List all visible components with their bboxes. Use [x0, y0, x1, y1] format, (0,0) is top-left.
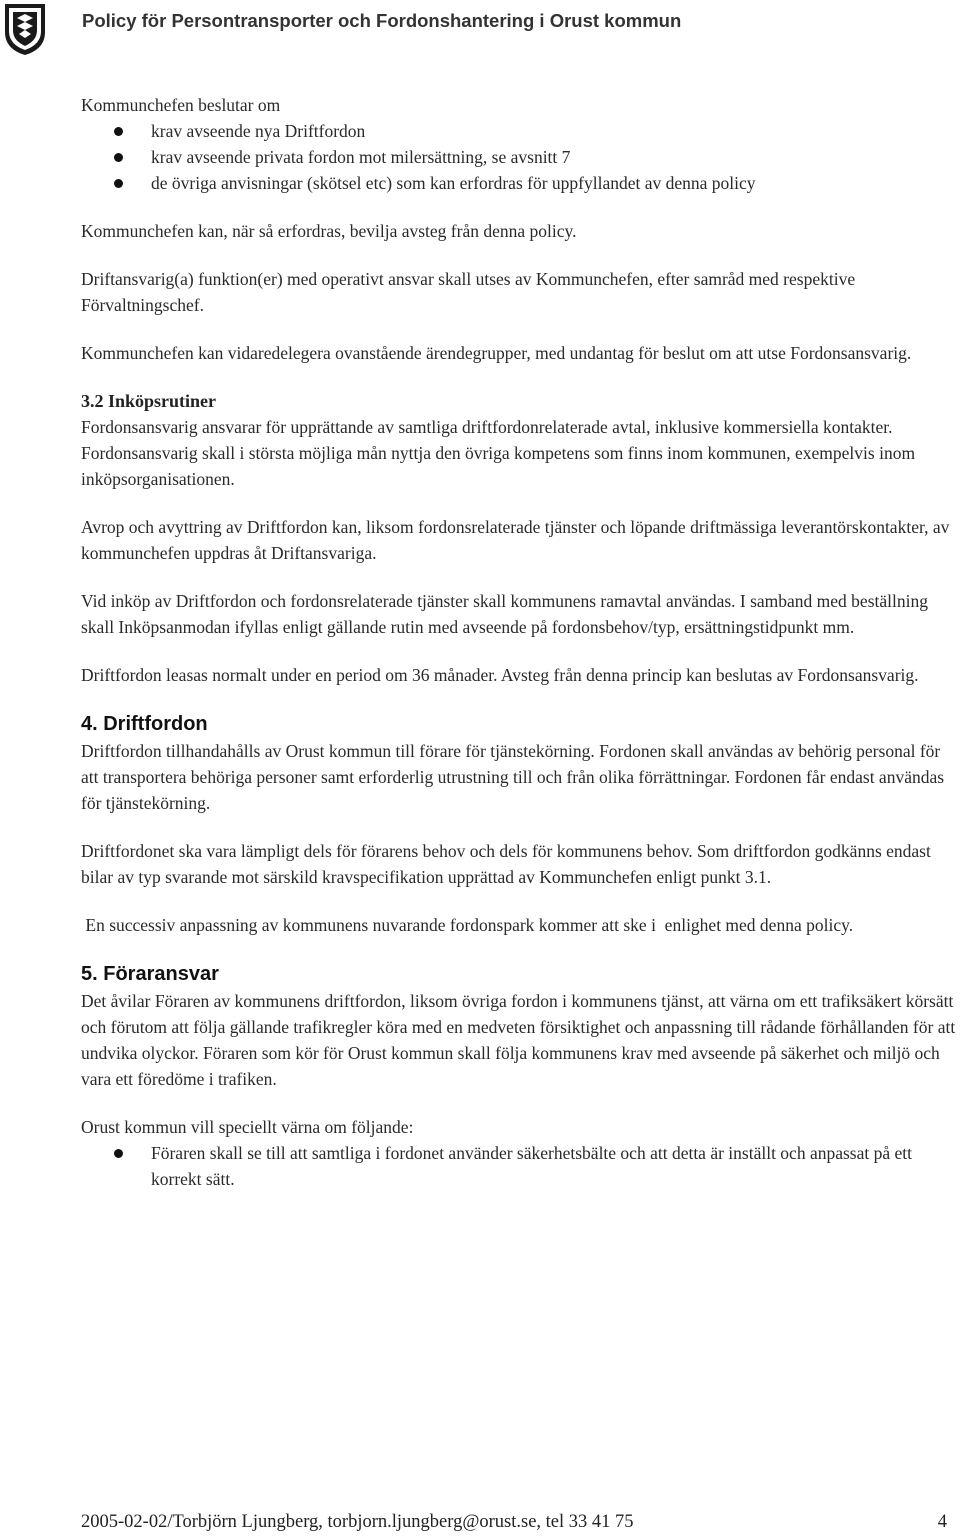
page-header	[0, 0, 960, 60]
municipal-coat-of-arms-icon	[3, 2, 47, 56]
document-title: Policy för Persontransporter och Fordonshantering i Orust kommun	[82, 10, 682, 31]
section-5-heading: 5. Föraransvar	[81, 963, 219, 985]
section-5-bullet-list	[81, 1140, 960, 1192]
list-item: krav avseende nya Driftfordon	[81, 118, 960, 144]
list-item: Föraren skall se till att samtliga i fordonet använder säkerhetsbälte och att detta är inställt och anpassat på ett korrekt sätt.	[81, 1140, 960, 1192]
decision-bullet-list	[81, 118, 960, 196]
page-number: 4	[937, 1512, 947, 1532]
section-3-2-heading: 3.2 Inköpsrutiner	[81, 391, 217, 411]
section-3-2-paragraph-2: Avrop och avyttring av Driftfordon kan, liksom fordonsrelaterade tjänster och löpande driftmässiga leverantörskontakter, av kommunchefen uppdras åt Driftansvariga.	[81, 517, 950, 563]
section-3-2-paragraph-1: Fordonsansvarig ansvarar för upprättande av samtliga driftfordonrelaterade avtal, inklusive kommersiella kontakter. Fordonsansvarig skall i största möjliga mån nyttja den övriga kompetens som finns inom kommunen, exempelvis inom inköpsorganisationen.	[81, 417, 916, 489]
paragraph-avsteg: Kommunchefen kan, när så erfordras, bevilja avsteg från denna policy.	[81, 221, 577, 241]
list-item: krav avseende privata fordon mot milersättning, se avsnitt 7	[81, 144, 960, 170]
section-5-paragraph-2: Orust kommun vill speciellt värna om följande:	[81, 1117, 414, 1137]
document-body	[81, 92, 960, 1192]
section-4-paragraph-1: Driftfordon tillhandahålls av Orust kommun till förare för tjänstekörning. Fordonen skall användas av behörig personal för att transportera behöriga personer samt erforderlig utrustning till och från olika förrättningar. Fordonen får endast användas för tjänstekörning.	[81, 741, 945, 813]
footer-author-info: 2005-02-02/Torbjörn Ljungberg, torbjorn.ljungberg@orust.se, tel 33 41 75	[81, 1512, 634, 1532]
section-3-2-paragraph-3: Vid inköp av Driftfordon och fordonsrelaterade tjänster skall kommunens ramavtal användas. I samband med beställning skall Inköpsanmodan ifyllas enligt gällande rutin med avseende på fordonsbehov/typ, ersättningstidpunkt mm.	[81, 591, 928, 637]
section-5-paragraph-1: Det åvilar Föraren av kommunens driftfordon, liksom övriga fordon i kommunens tjänst, att värna om ett trafiksäkert körsätt och förutom att följa gällande trafikregler köra med en medveten försiktighet och anpassning till rådande förhållanden för att undvika olyckor. Föraren som kör för Orust kommun skall följa kommunens krav med avseende på säkerhet och miljö och vara ett föredöme i trafiken.	[81, 991, 956, 1089]
section-4-paragraph-3: En successiv anpassning av kommunens nuvarande fordonspark kommer att ske i enlighet med denna policy.	[81, 915, 854, 935]
section-4-heading: 4. Driftfordon	[81, 713, 208, 735]
list-item: de övriga anvisningar (skötsel etc) som kan erfordras för uppfyllandet av denna policy	[81, 170, 960, 196]
intro-paragraph: Kommunchefen beslutar om	[81, 95, 281, 115]
section-4-paragraph-2: Driftfordonet ska vara lämpligt dels för förarens behov och dels för kommunens behov. Som driftfordon godkänns endast bilar av typ svarande mot särskild kravspecifikation upprättad av Kommunchefen enligt punkt 3.1.	[81, 841, 931, 887]
paragraph-driftansvarig: Driftansvarig(a) funktion(er) med operativt ansvar skall utses av Kommunchefen, efter samråd med respektive Förvaltningschef.	[81, 269, 856, 315]
section-3-2-paragraph-4: Driftfordon leasas normalt under en period om 36 månader. Avsteg från denna princip kan beslutas av Fordonsansvarig.	[81, 665, 919, 685]
paragraph-vidaredelegera: Kommunchefen kan vidaredelegera ovanstående ärendegrupper, med undantag för beslut om att utse Fordonsansvarig.	[81, 343, 912, 363]
